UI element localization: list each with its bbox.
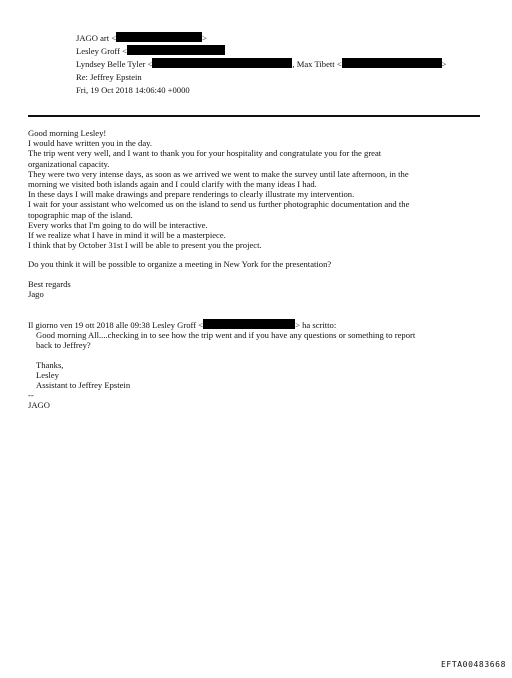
quote-intro-tail: > ha scritto: [295,320,337,331]
email-body [28,128,488,411]
body-line: They were two very intense days, as soon as we arrived we went to make the survey until late afternoon, in the [28,168,409,179]
body-regards: Best regards [28,278,71,289]
quote-intro-text: Il giorno ven 19 ott 2018 alle 09:38 Lesley Groff < [28,320,204,331]
cc-value: Lyndsey Belle Tyler < [76,59,153,69]
quoted-message [28,330,488,390]
redaction-box [203,319,295,329]
body-line: I think that by October 31st I will be able to present you the project. [28,240,262,251]
redaction-box [152,58,292,68]
body-line: The trip went very well, and I want to thank you for your hospitality and congratulate you for the great [28,148,382,159]
signature-name: JAGO [28,400,50,411]
quoted-line: back to Jeffrey? [36,340,91,351]
body-question: Do you think it will be possible to organize a meeting in New York for the presentation? [28,259,332,270]
quoted-name: Lesley [36,369,59,380]
quoted-title: Assistant to Jeffrey Epstein [36,380,131,391]
body-line: Every works that I'm going to do will be interactive. [28,219,208,230]
document-id: EFTA00483668 [441,660,506,669]
quoted-thanks: Thanks, [36,359,64,370]
body-line: I wait for your assistant who welcomed us on the island to send us further photographic documentation and the [28,199,410,210]
quote-intro [28,319,488,330]
body-signoff-name: Jago [28,288,44,299]
cc-tail: > [441,59,447,69]
body-line: organizational capacity. [28,158,110,169]
redaction-box [116,32,202,42]
body-line: In these days I will make drawings and prepare renderings to clearly illustrate my intervention. [28,189,355,200]
body-line: morning we visited both islands again and I could clarify with the many ideas I had. [28,179,317,190]
subject-value: Re: Jeffrey Epstein [76,72,142,82]
header-divider [28,115,480,117]
redaction-box [127,45,225,55]
body-line: If we realize what I have in mind it will be a masterpiece. [28,230,226,241]
body-line: topographic map of the island. [28,209,133,220]
quoted-line: Good morning All....checking in to see how the trip went and if you have any questions or something to report [36,330,416,341]
from-tail: > [202,33,208,43]
to-value: Lesley Groff < [76,46,127,56]
redaction-box [342,58,442,68]
body-line: Good morning Lesley! [28,128,107,138]
date-value: Fri, 19 Oct 2018 14:06:40 +0000 [76,85,190,95]
body-line: I would have written you in the day. [28,138,153,149]
from-value: JAGO art < [76,33,117,43]
signature-dash: -- [28,390,34,401]
cc-mid: , Max Tibett < [292,59,342,69]
